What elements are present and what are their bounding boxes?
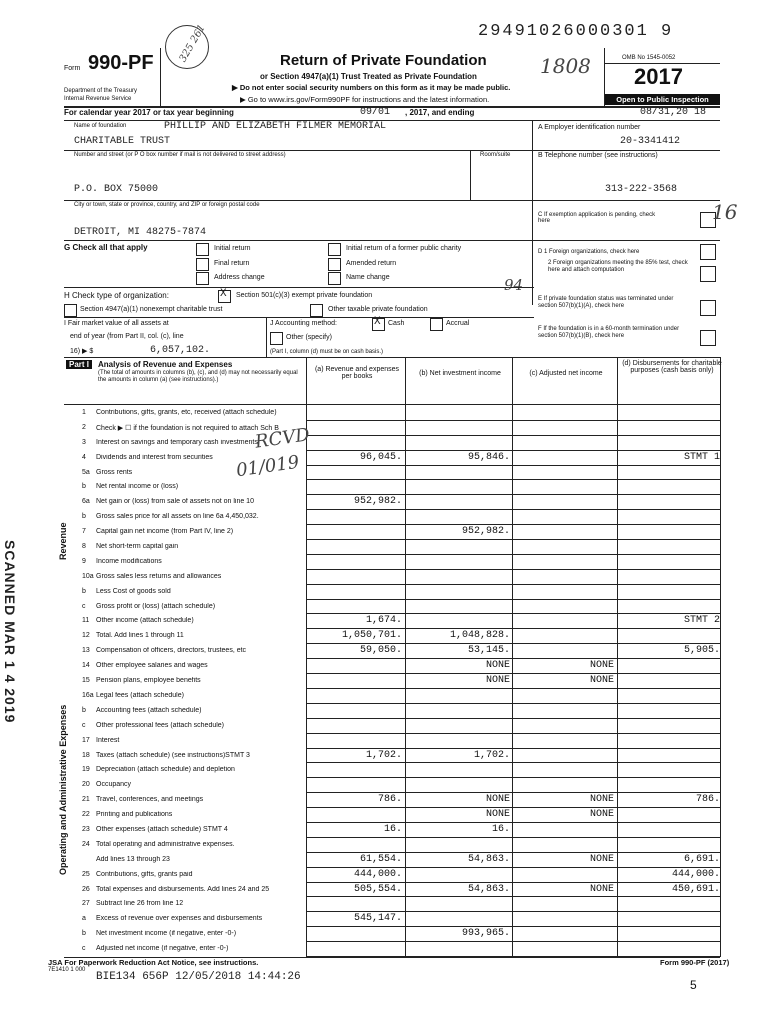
row-a: 59,050.	[359, 645, 402, 657]
row-d: 786.	[695, 794, 720, 806]
g-opt-final: Final return	[214, 260, 250, 267]
col-a-header: (a) Revenue and expenses per books	[314, 366, 400, 380]
row-b: NONE	[485, 660, 510, 672]
table-row	[0, 585, 770, 600]
row-label: Contributions, gifts, grants paid	[96, 870, 193, 878]
cash-label: Cash	[388, 320, 405, 327]
table-row	[0, 600, 770, 615]
row-a: 1,050,701.	[341, 630, 402, 642]
row-n: 21	[82, 796, 90, 804]
initial-return-checkbox[interactable]	[196, 243, 209, 256]
irs-label: Internal Revenue Service	[64, 96, 132, 102]
circle-stamp: 325 261	[165, 25, 209, 69]
row-n: 8	[82, 543, 86, 551]
section-4947-checkbox[interactable]	[64, 304, 77, 317]
h-opt-other: Other taxable private foundation	[328, 306, 428, 313]
row-b: 1,048,828.	[449, 630, 510, 642]
row-label: Accounting fees (attach schedule)	[96, 706, 202, 714]
batch-stamp: BIE134 656P 12/05/2018 14:44:26	[96, 971, 301, 983]
tax-year: 2017	[634, 64, 683, 89]
city-label: City or town, state or province, country, and ZIP or foreign postal code	[74, 202, 260, 208]
row-n: 25	[82, 870, 90, 878]
row-n: 15	[82, 677, 90, 685]
table-row	[0, 838, 770, 853]
col-b-header: (b) Net investment income	[419, 370, 501, 377]
table-row	[0, 629, 770, 644]
row-a: 545,147.	[353, 913, 402, 925]
tax-year-begin: 09/01	[360, 107, 391, 118]
table-row	[0, 451, 770, 466]
handwritten-annotation: 1808	[540, 54, 591, 78]
table-row	[0, 763, 770, 778]
row-b: 54,863.	[467, 883, 510, 895]
row-n: 12	[82, 632, 90, 640]
row-label: Interest on savings and temporary cash investments	[96, 438, 258, 446]
table-row	[0, 570, 770, 585]
row-b: NONE	[485, 809, 510, 821]
row-d: 5,905.	[683, 645, 720, 657]
row-label: Occupancy	[96, 781, 132, 789]
row-label: Add lines 13 through 23	[96, 855, 170, 863]
row-n: 23	[82, 825, 90, 833]
row-label: Gross rents	[96, 468, 133, 476]
row-n: 17	[82, 736, 90, 744]
paperwork-notice: JSA For Paperwork Reduction Act Notice, see instructions.	[48, 958, 259, 967]
table-row	[0, 927, 770, 942]
table-row	[0, 540, 770, 555]
row-n: 19	[82, 766, 90, 774]
ssn-notice: ▶ Do not enter social security numbers on this form as it may be made public.	[232, 83, 511, 92]
table-row	[0, 525, 770, 540]
row-label: Gross sales less returns and allowances	[96, 572, 222, 580]
row-label: Pension plans, employee benefits	[96, 677, 201, 685]
table-row	[0, 674, 770, 689]
row-n: 13	[82, 647, 90, 655]
form-label: Form	[64, 65, 81, 72]
scanned-stamp: SCANNED MAR 1 4 2019	[2, 540, 18, 724]
i-label-2: end of year (from Part II, col. (c), line	[70, 333, 184, 340]
expenses-side-label: Operating and Administrative Expenses	[58, 704, 68, 875]
ein-label: A Employer identification number	[538, 124, 641, 131]
table-row	[0, 406, 770, 421]
omb-number: OMB No 1545-0052	[622, 55, 676, 61]
h-label: H Check type of organization:	[64, 291, 169, 300]
f-checkbox[interactable]	[700, 330, 716, 346]
table-row	[0, 868, 770, 883]
open-public-inspection: Open to Public Inspection	[605, 94, 720, 105]
g-opt-amended: Amended return	[346, 260, 397, 267]
row-label: Net rental income or (loss)	[96, 483, 179, 491]
g-opt-initial: Initial return	[214, 245, 251, 252]
handwritten-16: 16	[712, 200, 738, 224]
g-opt-address: Address change	[214, 274, 265, 281]
table-row	[0, 912, 770, 927]
f-label: F If the foundation is in a 60-month termination under section 507(b)(1)(B), check here	[538, 326, 680, 339]
row-label: Total operating and administrative expenses.	[96, 840, 235, 848]
row-n: b	[82, 483, 86, 491]
row-n: 7	[82, 528, 86, 536]
row-label: Net short-term capital gain	[96, 543, 179, 551]
row-label: Total. Add lines 1 through 11	[96, 632, 184, 640]
row-a: 1,702.	[365, 749, 402, 761]
row-n: c	[82, 721, 86, 729]
row-label: Other income (attach schedule)	[96, 617, 194, 625]
amended-return-checkbox[interactable]	[328, 258, 341, 271]
row-n: b	[82, 706, 86, 714]
row-a: 61,554.	[359, 853, 402, 865]
row-a: 96,045.	[359, 451, 402, 463]
jsa-code: 7E1410 1 000	[48, 967, 86, 973]
other-method-checkbox[interactable]	[270, 332, 283, 345]
row-b: NONE	[485, 675, 510, 687]
row-c: NONE	[589, 794, 614, 806]
foundation-name-2: CHARITABLE TRUST	[74, 136, 171, 147]
row-label: Net investment income (if negative, enter -0-)	[96, 930, 237, 938]
row-label: Taxes (attach schedule) (see instructions)STMT 3	[96, 751, 250, 759]
row-b: 95,846.	[467, 451, 510, 463]
city-value: DETROIT, MI 48275-7874	[74, 227, 207, 238]
final-return-checkbox[interactable]	[196, 258, 209, 271]
row-c: NONE	[589, 675, 614, 687]
row-d: STMT 1	[683, 451, 720, 463]
table-row	[0, 883, 770, 898]
row-b: 54,863.	[467, 853, 510, 865]
form-ref: Form 990-PF (2017)	[660, 958, 730, 967]
fair-market-value: 6,057,102.	[150, 345, 211, 356]
street-label: Number and street (or P O box number if mail is not delivered to street address)	[74, 152, 286, 158]
table-row	[0, 823, 770, 838]
rcvd-handwriting: RCVD	[253, 424, 311, 453]
table-row	[0, 778, 770, 793]
table-row	[0, 793, 770, 808]
table-row	[0, 853, 770, 868]
row-d: 6,691.	[683, 853, 720, 865]
row-n: 18	[82, 751, 90, 759]
row-a: 1,674.	[365, 615, 402, 627]
part-i-desc: (The total of amounts in columns (b), (c), and (d) may not necessarily equal the amounts in column (a) (see instructions).)	[98, 370, 298, 383]
c-label: C If exemption application is pending, check here	[538, 212, 656, 224]
row-c: NONE	[589, 809, 614, 821]
room-label: Room/suite	[480, 152, 511, 158]
col-c-header: (c) Adjusted net income	[529, 370, 603, 377]
table-row	[0, 942, 770, 957]
row-label: Other professional fees (attach schedule)	[96, 721, 225, 729]
row-c: NONE	[589, 853, 614, 865]
row-label: Adjusted net income (if negative, enter -0-)	[96, 945, 229, 953]
table-row	[0, 644, 770, 659]
table-row	[0, 704, 770, 719]
row-b: NONE	[485, 794, 510, 806]
row-d: STMT 2	[683, 615, 720, 627]
e-checkbox[interactable]	[700, 300, 716, 316]
dln-number: 29491026000301 9	[478, 22, 674, 41]
calendar-label: For calendar year 2017 or tax year beginning	[64, 108, 234, 117]
row-label: Capital gain net income (from Part IV, line 2)	[96, 528, 234, 536]
accrual-label: Accrual	[446, 320, 470, 327]
table-row	[0, 436, 770, 451]
row-b: 53,145.	[467, 645, 510, 657]
row-b: 952,982.	[461, 526, 510, 538]
h-x-mark: X	[220, 288, 227, 300]
row-n: 9	[82, 557, 86, 565]
handwritten-94: 94	[504, 276, 524, 294]
i-label-3: 16) ▶ $	[70, 348, 94, 355]
d1-label: D 1 Foreign organizations, check here	[538, 249, 640, 255]
row-label: Total expenses and disbursements. Add lines 24 and 25	[96, 885, 270, 893]
row-label: Dividends and interest from securities	[96, 453, 213, 461]
row-a: 786.	[377, 794, 402, 806]
g-label: G Check all that apply	[64, 243, 148, 252]
row-n: 3	[82, 438, 86, 446]
row-n: 26	[82, 885, 90, 893]
row-n: 2	[82, 423, 86, 431]
row-n: 6a	[82, 498, 90, 506]
e-label: E If private foundation status was terminated under section 507(b)(1)(A), check here	[538, 296, 674, 309]
row-n: 22	[82, 811, 90, 819]
row-n: 1	[82, 409, 86, 416]
col-d-header: (d) Disbursements for charitable purposes (cash basis only)	[622, 360, 722, 374]
row-n: b	[82, 513, 86, 521]
part-i-title: Analysis of Revenue and Expenses	[98, 360, 233, 369]
table-row	[0, 734, 770, 749]
dept-treasury: Department of the Treasury	[64, 88, 138, 94]
table-row	[0, 719, 770, 734]
table-row	[0, 659, 770, 674]
form-title: Return of Private Foundation	[280, 52, 487, 69]
row-label: Contributions, gifts, grants, etc, received (attach schedule)	[96, 409, 277, 416]
table-row	[0, 749, 770, 764]
row-label: Depreciation (attach schedule) and depletion	[96, 766, 235, 774]
row-a: 505,554.	[353, 883, 402, 895]
row-n: 27	[82, 900, 90, 908]
row-label: Printing and publications	[96, 811, 173, 819]
ein-value: 20-3341412	[620, 136, 681, 147]
row-n: 24	[82, 840, 90, 848]
form-subtitle: or Section 4947(a)(1) Trust Treated as Private Foundation	[260, 72, 477, 81]
name-label: Name of foundation	[74, 123, 127, 129]
other-taxable-checkbox[interactable]	[310, 304, 323, 317]
row-n: a	[82, 915, 86, 923]
row-label: Legal fees (attach schedule)	[96, 691, 184, 699]
i-label-1: I Fair market value of all assets at	[64, 320, 169, 327]
row-label: Other expenses (attach schedule) STMT 4	[96, 825, 228, 833]
row-label: Gross profit or (loss) (attach schedule)	[96, 602, 216, 610]
cash-x-mark: X	[374, 316, 381, 328]
g-opt-former: Initial return of a former public charity	[346, 245, 462, 252]
other-method-label: Other (specify)	[286, 334, 332, 341]
row-n: 5a	[82, 468, 90, 476]
table-row	[0, 614, 770, 629]
j-label: J Accounting method:	[270, 320, 337, 327]
row-label: Less Cost of goods sold	[96, 587, 171, 595]
revenue-side-label: Revenue	[58, 522, 68, 560]
row-label: Gross sales price for all assets on line 6a 4,450,032.	[96, 513, 259, 521]
row-label: Excess of revenue over expenses and disbursements	[96, 915, 263, 923]
row-n: b	[82, 587, 86, 595]
table-row	[0, 555, 770, 570]
former-public-charity-checkbox[interactable]	[328, 243, 341, 256]
row-a: 444,000.	[353, 868, 402, 880]
page-number: 5	[690, 978, 697, 992]
table-row	[0, 897, 770, 912]
h-opt-501c3: Section 501(c)(3) exempt private foundation	[236, 292, 373, 299]
address-change-checkbox[interactable]	[196, 272, 209, 285]
cash-basis-note: (Part I, column (d) must be on cash basis.)	[270, 349, 384, 355]
date-handwriting: 01/019	[234, 451, 301, 482]
table-row	[0, 689, 770, 704]
row-n: c	[82, 945, 86, 953]
row-n: c	[82, 602, 86, 610]
row-a: 16.	[383, 823, 402, 835]
row-n: 4	[82, 453, 86, 461]
table-row	[0, 808, 770, 823]
row-label: Subtract line 26 from line 12	[96, 900, 184, 908]
table-row	[0, 421, 770, 436]
phone-label: B Telephone number (see instructions)	[538, 152, 658, 159]
row-d: 444,000.	[671, 868, 720, 880]
foundation-name-1: PHILLIP AND ELIZABETH FILMER MEMORIAL	[164, 121, 387, 132]
row-a: 952,982.	[353, 496, 402, 508]
row-n: 16a	[82, 691, 94, 699]
row-label: Other employee salaries and wages	[96, 662, 208, 670]
row-n: 10a	[82, 572, 94, 580]
row-label: Travel, conferences, and meetings	[96, 796, 204, 804]
street-value: P.O. BOX 75000	[74, 184, 159, 195]
row-n: b	[82, 930, 86, 938]
irs-url-notice: ▶ Go to www.irs.gov/Form990PF for instructions and the latest information.	[240, 95, 490, 104]
row-label: Net gain or (loss) from sale of assets not on line 10	[96, 498, 254, 506]
accrual-checkbox[interactable]	[430, 318, 443, 331]
d1-checkbox[interactable]	[700, 244, 716, 260]
table-row	[0, 480, 770, 495]
table-row	[0, 510, 770, 525]
row-b: 1,702.	[473, 749, 510, 761]
table-row	[0, 466, 770, 481]
row-c: NONE	[589, 660, 614, 672]
g-opt-name: Name change	[346, 274, 390, 281]
calendar-mid: , 2017, and ending	[405, 108, 475, 117]
row-c: NONE	[589, 883, 614, 895]
row-label: Check ▶ ☐ if the foundation is not required to attach Sch B	[96, 424, 279, 432]
row-n: 14	[82, 662, 90, 670]
h-opt-4947: Section 4947(a)(1) nonexempt charitable trust	[80, 306, 223, 313]
row-label: Income modifications	[96, 557, 162, 565]
row-label: Interest	[96, 736, 120, 744]
row-d: 450,691.	[671, 883, 720, 895]
row-label: Compensation of officers, directors, trustees, etc	[96, 647, 247, 655]
row-n: 11	[82, 617, 90, 625]
d2-label: 2 Foreign organizations meeting the 85% test, check here and attach computation	[548, 260, 688, 273]
part-i-tag: Part I	[66, 360, 92, 369]
row-n: 20	[82, 781, 90, 789]
name-change-checkbox[interactable]	[328, 272, 341, 285]
d2-checkbox[interactable]	[700, 266, 716, 282]
row-b: 16.	[491, 823, 510, 835]
row-b: 993,965.	[461, 928, 510, 940]
phone-value: 313-222-3568	[605, 184, 678, 195]
form-number: 990-PF	[88, 52, 154, 74]
table-row	[0, 495, 770, 510]
tax-year-end: 08/31,20 18	[640, 107, 707, 118]
